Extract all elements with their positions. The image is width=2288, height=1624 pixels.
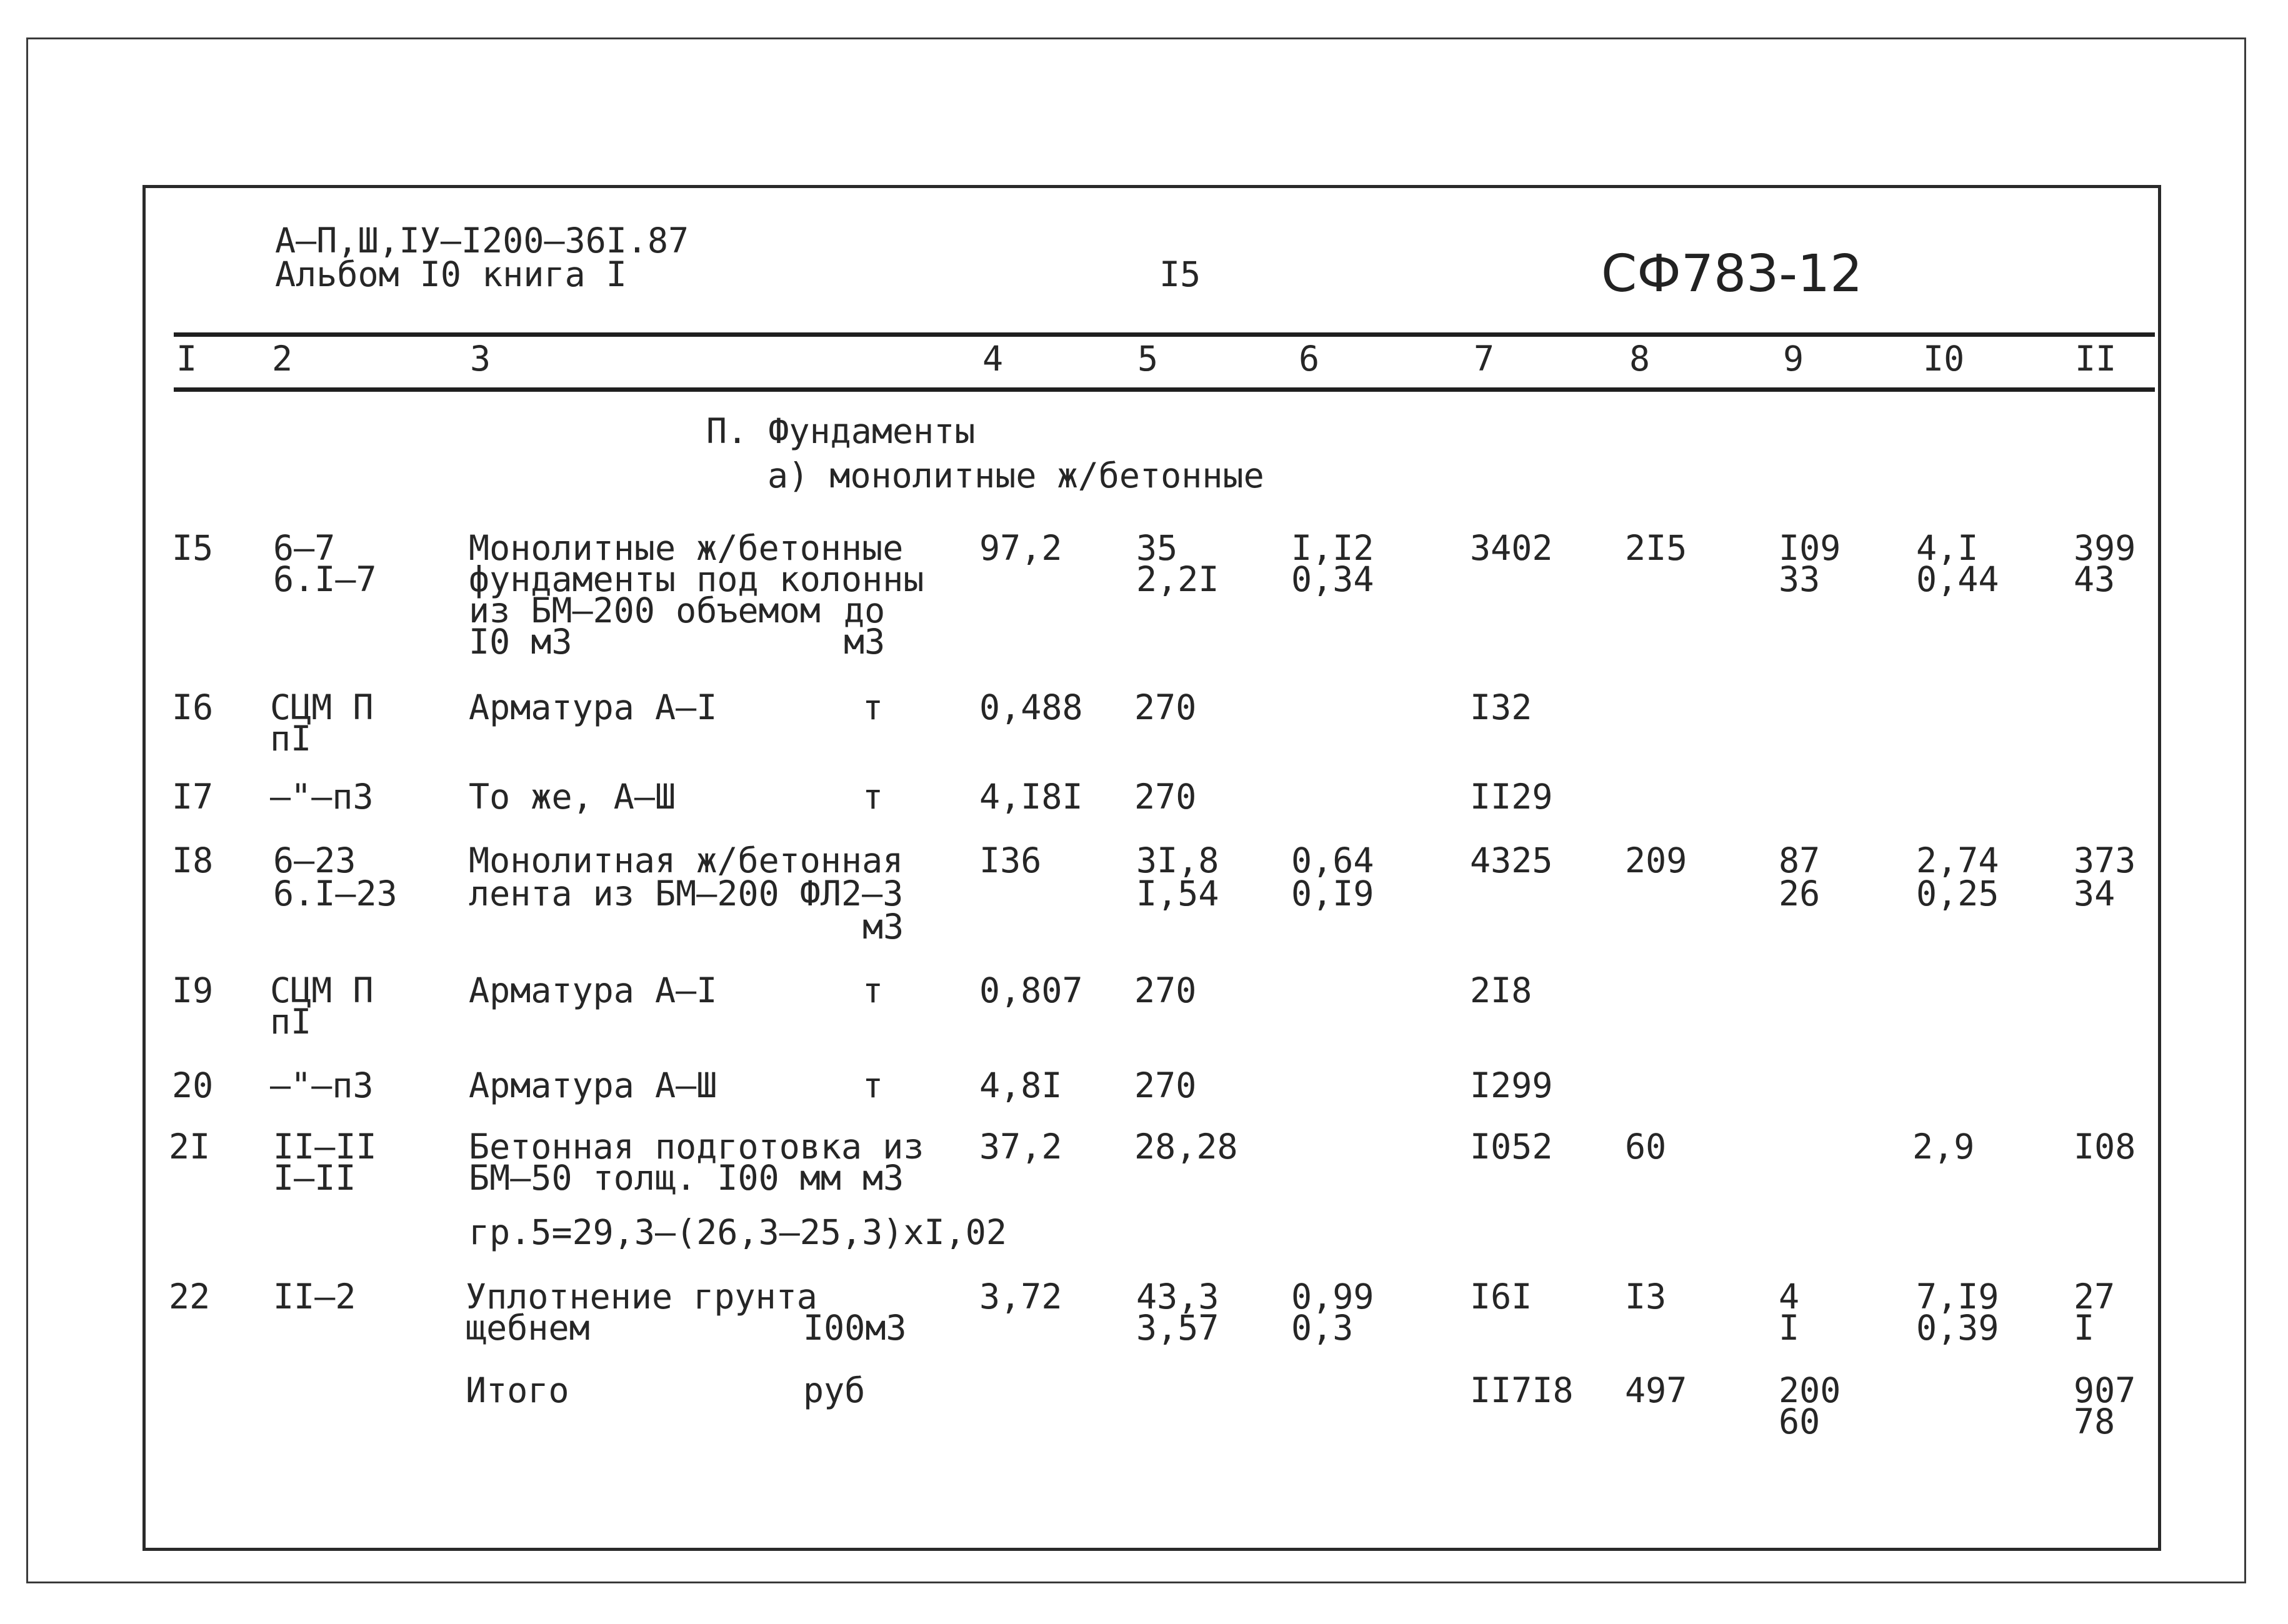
row-description: Монолитная ж/бетонная [469,840,904,880]
row-c7: I052 [1470,1127,1553,1167]
row-unit: т [862,1065,884,1105]
row-c11: 43 [2074,559,2116,599]
row-c7: II29 [1470,777,1553,817]
col-header-5: 5 [1137,339,1159,379]
row-c8: 2I5 [1625,528,1687,568]
row-c5: 3,57 [1136,1308,1219,1348]
row-code: пI [270,719,312,759]
header-top-rule [174,332,2155,337]
row-code: пI [270,1002,312,1042]
row-c9: 87 [1779,840,1821,880]
row-code: –"–п3 [270,1065,374,1105]
sheet-code: СФ783-12 [1601,244,1863,304]
row-c6: 0,34 [1291,559,1374,599]
row-c10: 2,9 [1912,1127,1975,1167]
row-description: Бетонная подготовка из [469,1127,924,1167]
doc-id: А–П,Ш,IУ–I200–36I.87 [275,221,689,261]
row-c5: 270 [1134,777,1197,817]
row-unit: м3 [862,907,904,947]
row-c5: 3I,8 [1136,840,1219,880]
row-c7: I6I [1470,1277,1532,1317]
row-code: 6.I–7 [273,559,377,599]
row-c4: 0,807 [979,970,1083,1010]
col-header-8: 8 [1629,339,1651,379]
row-number: I7 [172,777,214,817]
row-c6: 0,64 [1291,840,1374,880]
section-subtitle: а) монолитные ж/бетонные [767,456,1264,496]
row-number: 20 [172,1065,214,1105]
row-description: I0 м3 [469,622,572,662]
row-number: I8 [172,840,214,880]
total-c7: II7I8 [1470,1370,1574,1410]
row-unit: до [844,590,886,630]
row-description: Монолитные ж/бетонные [469,528,904,568]
row-c4: 4,8I [979,1065,1062,1105]
row-c6: 0,I9 [1291,874,1374,914]
total-c9: 200 [1779,1370,1841,1410]
row-c9: 26 [1779,874,1821,914]
row-code: 6–23 [273,840,356,880]
col-header-9: 9 [1783,339,1804,379]
row-c6: 0,99 [1291,1277,1374,1317]
row-c11: 34 [2074,874,2116,914]
row-c10: 0,25 [1916,874,1999,914]
row-c10: 4,I [1916,528,1979,568]
row-c10: 0,44 [1916,559,1999,599]
row-number: I9 [172,970,214,1010]
row-c8: 60 [1625,1127,1667,1167]
row-c5: 28,28 [1134,1127,1238,1167]
row-code: СЦМ П [270,687,374,727]
row-c7: 3402 [1470,528,1553,568]
row-unit: т [862,970,884,1010]
row-description: Уплотнение грунта [466,1277,817,1317]
col-header-11: II [2075,339,2117,379]
row-c5: I,54 [1136,874,1219,914]
row-code: 6–7 [273,528,336,568]
section-title: П. Фундаменты [706,411,976,451]
col-header-3: 3 [470,339,491,379]
row-c11: I08 [2074,1127,2136,1167]
col-header-2: 2 [272,339,293,379]
row-description: БМ–50 толщ. I00 мм [469,1158,842,1198]
row-c4: 0,488 [979,687,1083,727]
row-c4: 37,2 [979,1127,1062,1167]
row-c9: I [1779,1308,1800,1348]
row-description: Арматура А–I [469,970,717,1010]
album-info: Альбом I0 книга I [275,254,627,294]
total-c9: 60 [1779,1402,1821,1442]
row-number: I5 [172,528,214,568]
row-code: II–II [273,1127,377,1167]
row-code: 6.I–23 [273,874,397,914]
row-c4: 97,2 [979,528,1062,568]
row-c5: 35 [1136,528,1178,568]
header-bottom-rule [174,387,2155,392]
row-c7: I32 [1470,687,1532,727]
row-c11: I [2074,1308,2095,1348]
row-number: 22 [169,1277,211,1317]
row-unit: т [862,777,884,817]
row-unit: м3 [862,1158,904,1198]
row-c5: 270 [1134,1065,1197,1105]
row-c11: 399 [2074,528,2136,568]
row-code: СЦМ П [270,970,374,1010]
row-description: То же, А–Ш [469,777,676,817]
col-header-10: I0 [1923,339,1965,379]
row-c10: 7,I9 [1916,1277,1999,1317]
row-c9: 4 [1779,1277,1800,1317]
row-c9: I09 [1779,528,1841,568]
col-header-4: 4 [982,339,1004,379]
page-number: I5 [1159,254,1201,294]
row-c5: 43,3 [1136,1277,1219,1317]
row-description: фундаменты под колонны [469,559,924,599]
row-description: Арматура А–Ш [469,1065,717,1105]
row-c7: 2I8 [1470,970,1532,1010]
row-code: –"–п3 [270,777,374,817]
row-number: I6 [172,687,214,727]
row-c7: 4325 [1470,840,1553,880]
total-c11: 78 [2074,1402,2116,1442]
row-c5: 270 [1134,970,1197,1010]
row-code: II–2 [273,1277,356,1317]
row-unit: м3 [844,622,886,662]
row-code: I–II [273,1158,356,1198]
total-c8: 497 [1625,1370,1687,1410]
row-c7: I299 [1470,1065,1553,1105]
formula-note: гр.5=29,3–(26,3–25,3)хI,02 [469,1212,1007,1252]
row-c11: 27 [2074,1277,2116,1317]
row-c6: 0,3 [1291,1308,1354,1348]
col-header-6: 6 [1299,339,1320,379]
row-c10: 0,39 [1916,1308,1999,1348]
col-header-1: I [176,339,197,379]
row-c10: 2,74 [1916,840,1999,880]
row-unit: I00м3 [803,1308,907,1348]
row-description: лента из БМ–200 ФЛ2–3 [469,874,904,914]
row-c4: 3,72 [979,1277,1062,1317]
row-c4: I36 [979,840,1042,880]
total-unit: руб [803,1370,866,1410]
row-number: 2I [169,1127,211,1167]
row-c5: 2,2I [1136,559,1219,599]
row-c8: I3 [1625,1277,1667,1317]
row-c8: 209 [1625,840,1687,880]
row-description: щебнем [466,1308,590,1348]
row-unit: т [862,687,884,727]
row-c4: 4,I8I [979,777,1083,817]
row-description: Арматура А–I [469,687,717,727]
row-c6: I,I2 [1291,528,1374,568]
row-description: из БМ–200 объемом [469,590,821,630]
row-c11: 373 [2074,840,2136,880]
total-c11: 907 [2074,1370,2136,1410]
total-label: Итого [466,1370,569,1410]
col-header-7: 7 [1474,339,1495,379]
row-c5: 270 [1134,687,1197,727]
row-c9: 33 [1779,559,1821,599]
